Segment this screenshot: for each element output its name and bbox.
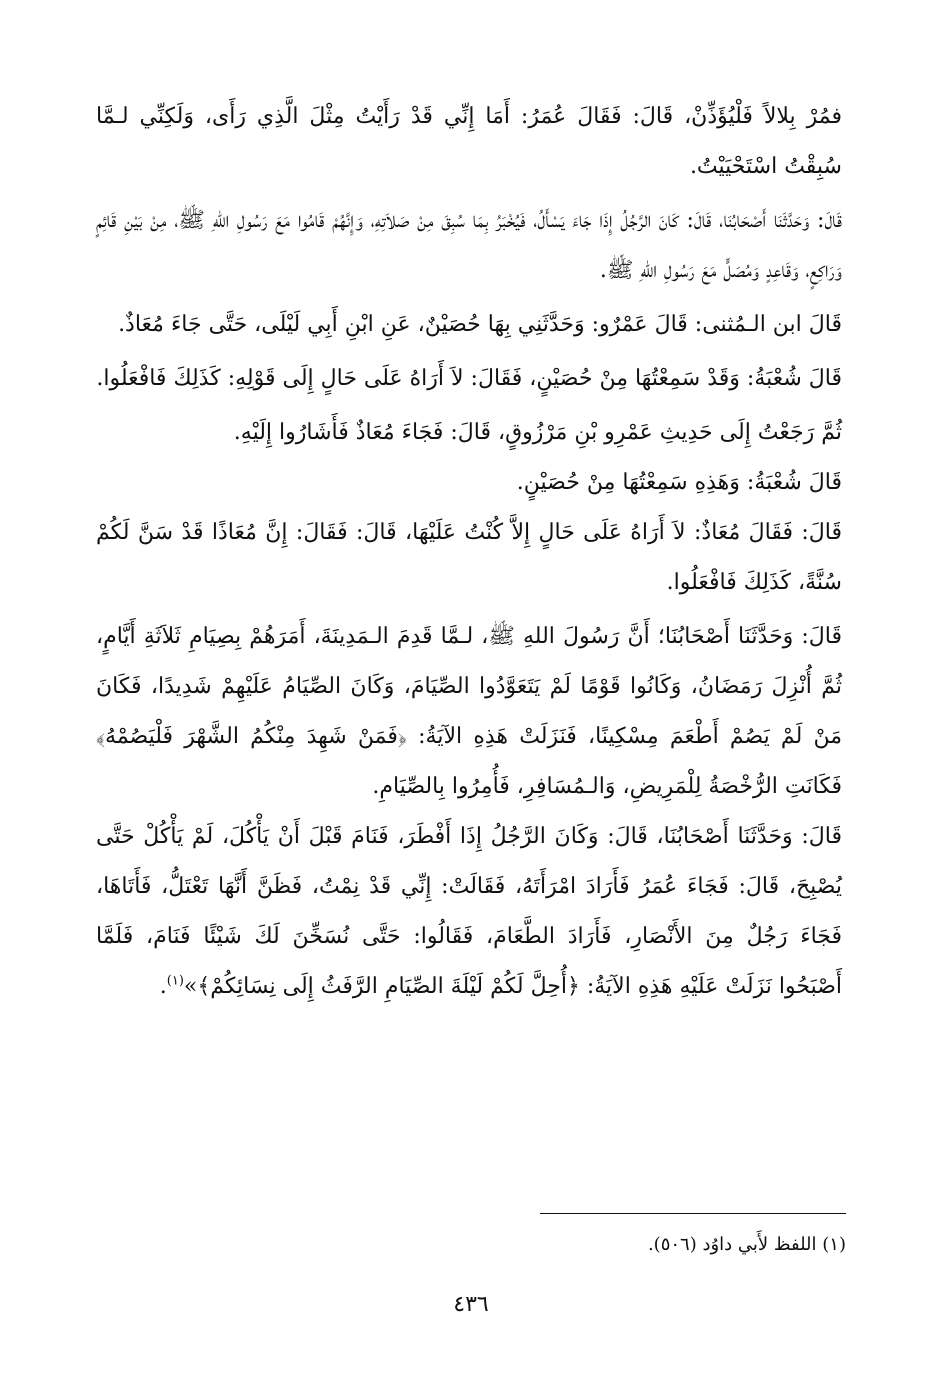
footnote-marker: (١)	[166, 973, 184, 989]
paragraph-8: قَالَ: وَحَدَّثَنَا أَصْحَابُنَا؛ أَنَّ رَسُولَ اللهِ ﷺ، لـمَّا قَدِمَ الـمَدِينَةَ، أَمَرَهُمْ بِصِيَامِ ثَلاَثَةِ أَيَّامٍ، ثُمَّ أُنْزِلَ رَمَضَانُ، وَكَانُوا قَوْمًا لَمْ يَتَعَوَّدُوا الصِّيَامَ، وَكَانَ الصِّيَامُ عَلَيْهِمْ شَدِيدًا، فَكَانَ مَنْ لَمْ يَصُمْ أَطْعَمَ مِسْكِينًا، فَنَزَلَتْ هَذِهِ الآيَةُ: ﴿فَمَنْ شَهِدَ مِنْكُمُ الشَّهْرَ فَلْيَصُمْهُ﴾ فَكَانَتِ الرُّخْصَةُ لِلْمَرِيضِ، وَالـمُسَافِرِ، فَأُمِرُوا بِالصِّيَامِ.	[96, 624, 842, 799]
footnote: (١) اللفظ لأَبي داوُد (٥٠٦).	[647, 1234, 846, 1255]
paragraph-4: قَالَ شُعْبَةُ: وَقَدْ سَمِعْتُهَا مِنْ حُصَيْنٍ، فَقَالَ: لاَ أَرَاهُ عَلَى حَالٍ إِلَى قَوْلِهِ: كَذَلِكَ فَافْعَلُوا.	[96, 366, 842, 391]
main-text	[96, 92, 842, 1012]
paragraph-1: فمُرْ بِلالاً فَلْيُؤَذِّنْ، قَالَ: فَقَالَ عُمَرُ: أَمَا إِنِّي قَدْ رَأَيْتُ مِثْلَ الَّذِي رَأَى، وَلَكِنِّي لـمَّا سُبِقْتُ اسْتَحْيَيْتُ.	[96, 104, 842, 179]
paragraph-3: قَالَ ابن الـمُثنى: قَالَ عَمْرٌو: وَحَدَّثَنِي بِهَا حُصَيْنٌ، عَنِ ابْنِ أَبِي لَيْلَى، حَتَّى جَاءَ مُعَاذٌ.	[118, 312, 842, 337]
paragraph-6: قَالَ شُعْبَةُ: وَهَذِهِ سَمِعْتُهَا مِنْ حُصَيْنٍ.	[516, 470, 842, 495]
paragraph-9-text: قَالَ: وَحَدَّثَنَا أَصْحَابُنَا، قَالَ: وَكَانَ الرَّجُلُ إِذَا أَفْطَرَ، فَنَامَ قَبْلَ أَنْ يَأْكُلَ، لَمْ يَأْكُلْ حَتَّى يُصْبِحَ، قَالَ: فَجَاءَ عُمَرُ فَأَرَادَ امْرَأَتَهُ، فَقَالَتْ: إِنِّي قَدْ نِمْتُ، فَظَنَّ أَنَّهَا تَعْتَلُّ، فَأَتَاهَا، فَجَاءَ رَجُلٌ مِنَ الأَنْصَارِ، فَأَرَادَ الطَّعَامَ، فَقَالُوا: حَتَّى نُسَخِّنَ لَكَ شَيْئًا فَنَامَ، فَلَمَّا أَصْبَحُوا نَزَلَتْ عَلَيْهِ هَذِهِ الآيَةُ: ﴿أُحِلَّ لَكُمْ لَيْلَةَ الصِّيَامِ الرَّفَثُ إِلَى نِسَائِكُمْ﴾»	[96, 824, 842, 999]
page-number: ٤٣٦	[453, 1292, 489, 1317]
footnote-divider	[540, 1213, 846, 1214]
paragraph-9: قَالَ: وَحَدَّثَنَا أَصْحَابُنَا، قَالَ: وَكَانَ الرَّجُلُ إِذَا أَفْطَرَ، فَنَامَ قَبْلَ أَنْ يَأْكُلَ، لَمْ يَأْكُلْ حَتَّى يُصْبِحَ، قَالَ: فَجَاءَ عُمَرُ فَأَرَادَ امْرَأَتَهُ، فَقَالَتْ: إِنِّي قَدْ نِمْتُ، فَظَنَّ أَنَّهَا تَعْتَلُّ، فَأَتَاهَا، فَجَاءَ رَجُلٌ مِنَ الأَنْصَارِ، فَأَرَادَ الطَّعَامَ، فَقَالُوا: حَتَّى نُسَخِّنَ لَكَ شَيْئًا فَنَامَ، فَلَمَّا أَصْبَحُوا نَزَلَتْ عَلَيْهِ هَذِهِ الآيَةُ: ﴿أُحِلَّ لَكُمْ لَيْلَةَ الصِّيَامِ الرَّفَثُ إِلَى نِسَائِكُمْ﴾»$^{(١)}$.	[96, 824, 842, 999]
paragraph-5: ثُمَّ رَجَعْتُ إِلَى حَدِيثِ عَمْرِو بْنِ مَرْزُوقٍ، قَالَ: فَجَاءَ مُعَاذٌ فَأَشَارُوا إِلَيْهِ.	[233, 420, 842, 445]
paragraph-7: قَالَ: فَقَالَ مُعَاذٌ: لاَ أَرَاهُ عَلَى حَالٍ إِلاَّ كُنْتُ عَلَيْهَا، قَالَ: فَقَالَ: إِنَّ مُعَاذًا قَدْ سَنَّ لَكُمْ سُنَّةً، كَذَلِكَ فَافْعَلُوا.	[96, 520, 842, 595]
paragraph-2: قَالَ: وَحَدَّثَنَا أَصْحَابُنَا، قَالَ: كَانَ الرَّجُلُ إِذَا جَاءَ يَسْأَلُ، فَيُخْبَرُ بِمَا سُبِقَ مِنْ صَلاَتِهِ، وَإِنَّهُمْ قَامُوا مَعَ رَسُولِ اللهِ ﷺ، مِنْ بَيْنِ قَائِمٍ وَرَاكِعٍ، وَقَاعِدٍ وَمُصَلٍّ مَعَ رَسُولِ اللهِ ﷺ.	[96, 208, 842, 283]
